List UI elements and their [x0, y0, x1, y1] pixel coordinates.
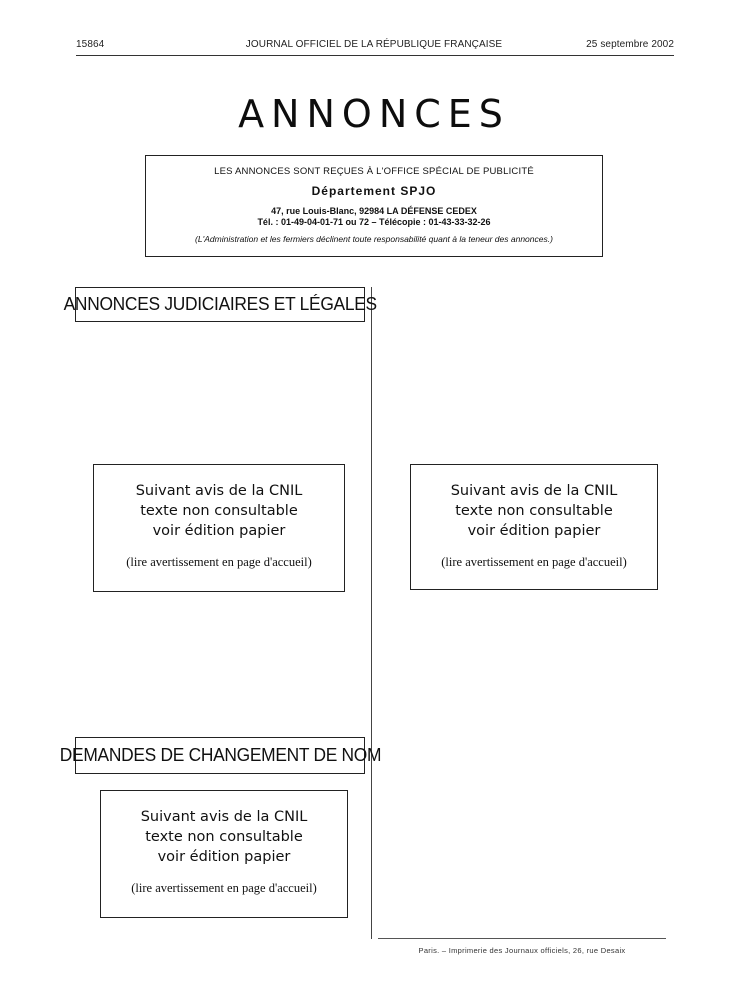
- header-rule: [76, 55, 674, 56]
- cnil-note: (lire avertissement en page d'accueil): [131, 881, 317, 895]
- column-divider: [371, 287, 372, 939]
- notice-contact: Tél. : 01-49-04-01-71 ou 72 – Télécopie : 01-43-33-32-26: [257, 217, 491, 227]
- cnil-line: Suivant avis de la CNIL: [450, 483, 618, 499]
- publicity-notice-box: [145, 155, 603, 257]
- cnil-notice-box: [93, 464, 345, 592]
- section-title-text: DEMANDES DE CHANGEMENT DE NOM: [59, 745, 381, 765]
- cnil-note: (lire avertissement en page d'accueil): [441, 555, 627, 569]
- cnil-line: texte non consultable: [455, 503, 613, 519]
- cnil-notice-box: [410, 464, 658, 590]
- page-title: ANNONCES: [238, 92, 510, 136]
- page-number: 15864: [76, 39, 105, 50]
- notice-address: 47, rue Louis-Blanc, 92984 LA DÉFENSE CEDEX: [271, 206, 477, 216]
- issue-date: 25 septembre 2002: [586, 39, 674, 50]
- cnil-note: (lire avertissement en page d'accueil): [126, 555, 312, 569]
- cnil-line: Suivant avis de la CNIL: [140, 809, 308, 825]
- cnil-line: voir édition papier: [157, 849, 291, 865]
- cnil-line: voir édition papier: [152, 523, 286, 539]
- section-title-judicial: [63, 287, 377, 322]
- cnil-line: texte non consultable: [145, 829, 303, 845]
- cnil-line: Suivant avis de la CNIL: [135, 483, 303, 499]
- notice-disclaimer: (L'Administration et les fermiers déclinent toute responsabilité quant à la teneur des annonces.): [195, 234, 553, 244]
- journal-title: JOURNAL OFFICIEL DE LA RÉPUBLIQUE FRANÇAISE: [245, 39, 503, 50]
- footer-rule: [378, 938, 666, 939]
- cnil-line: texte non consultable: [140, 503, 298, 519]
- section-title-name-change: [59, 737, 381, 774]
- printer-footer: Paris. – Imprimerie des Journaux officiels, 26, rue Desaix: [418, 946, 626, 955]
- section-title-text: ANNONCES JUDICIAIRES ET LÉGALES: [63, 294, 377, 314]
- cnil-line: voir édition papier: [467, 523, 601, 539]
- notice-department: Département SPJO: [311, 184, 437, 198]
- notice-line: LES ANNONCES SONT REÇUES À L'OFFICE SPÉCIAL DE PUBLICITÉ: [214, 166, 534, 177]
- cnil-notice-box: [100, 790, 348, 918]
